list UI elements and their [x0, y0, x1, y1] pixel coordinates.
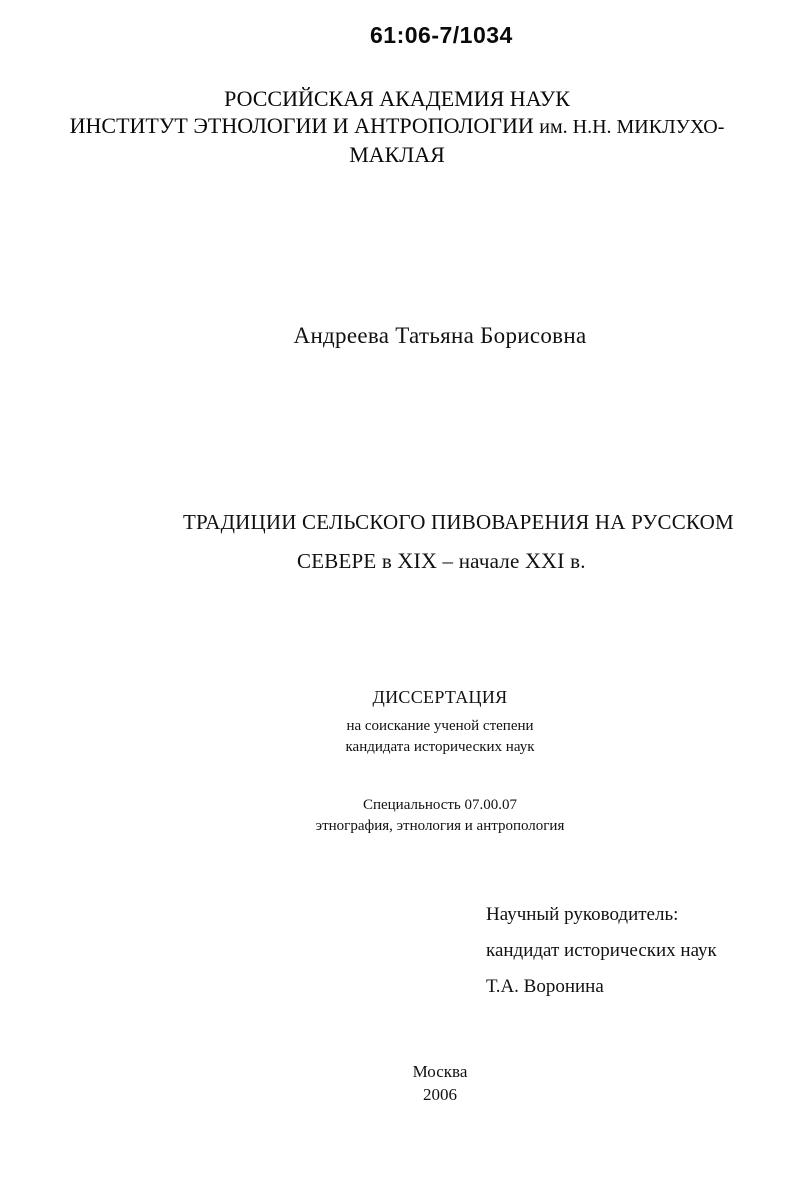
degree-line-1: на соискание ученой степени: [346, 718, 534, 734]
dissertation-heading: ДИССЕРТАЦИЯ: [372, 687, 508, 707]
title-segment-1: СЕВЕРЕ в: [297, 549, 398, 573]
org-line-institute: [0, 112, 794, 141]
advisor-label: Научный руководитель:: [486, 904, 679, 925]
dissertation-title-line-1: ТРАДИЦИИ СЕЛЬСКОГО ПИВОВАРЕНИЯ НА РУССКОМ: [183, 510, 734, 534]
library-stamp-code: 61:06-7/1034: [370, 22, 513, 48]
dissertation-title-line-2: [297, 548, 586, 574]
org-institute-eponym: им. Н.Н. МИКЛУХО-: [539, 116, 725, 138]
org-line-academy: РОССИЙСКАЯ АКАДЕМИЯ НАУК: [224, 86, 570, 111]
title-century-start: XIX: [397, 548, 438, 573]
footer-year: 2006: [423, 1085, 457, 1104]
organization-header: [0, 85, 794, 168]
specialty-block: [0, 795, 794, 837]
footer-place-date: [0, 1060, 794, 1106]
advisor-degree: кандидат исторических наук: [486, 940, 717, 961]
org-institute-name: ИНСТИТУТ ЭТНОЛОГИИ И АНТРОПОЛОГИИ: [69, 113, 534, 138]
degree-description: [0, 716, 794, 758]
advisor-name: Т.А. Воронина: [486, 976, 604, 997]
specialty-name: этнография, этнология и антропология: [315, 818, 565, 834]
specialty-code: Специальность 07.00.07: [362, 797, 518, 813]
advisor-block: [486, 897, 717, 1005]
title-century-end: XXI: [524, 548, 565, 573]
org-line-eponym-end: МАКЛАЯ: [349, 142, 445, 167]
degree-line-2: кандидата исторических наук: [345, 739, 535, 755]
author-name: Андреева Татьяна Борисовна: [293, 323, 587, 348]
title-segment-2: – начале: [437, 549, 525, 573]
footer-city: Москва: [412, 1062, 468, 1081]
title-segment-3: в.: [564, 549, 586, 573]
